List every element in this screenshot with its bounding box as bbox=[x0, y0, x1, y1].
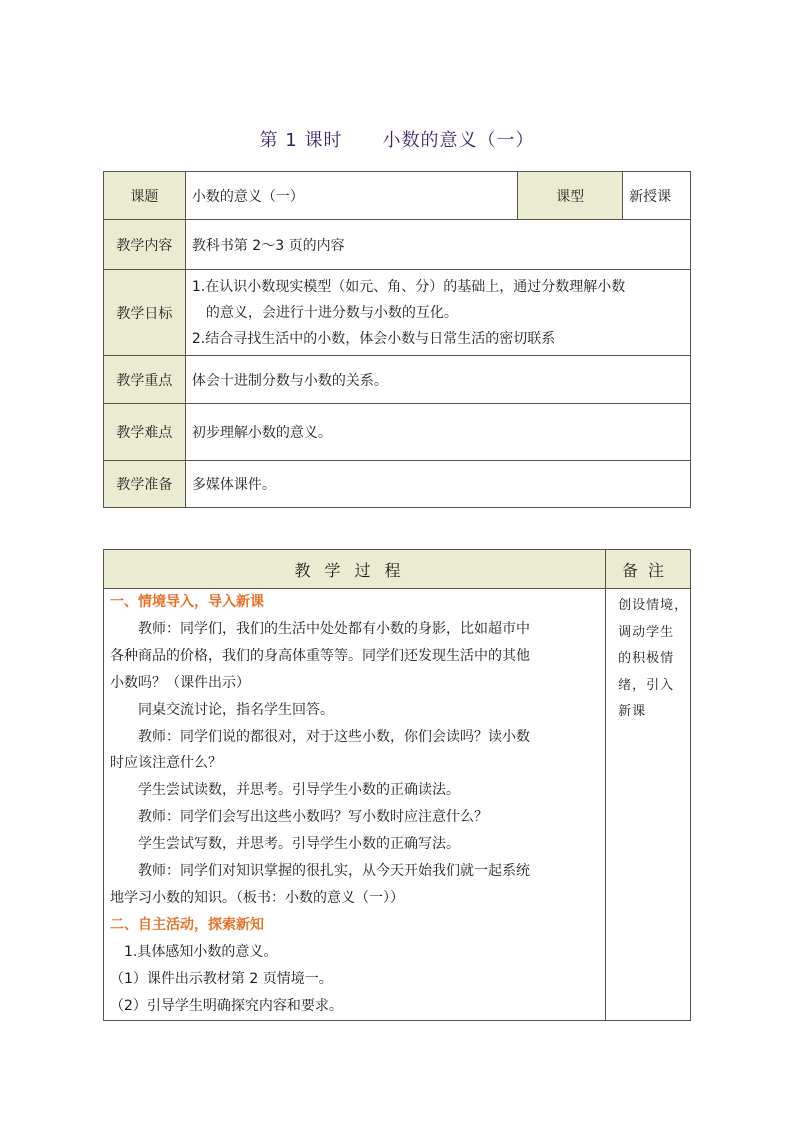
content-value: 教科书第 2～3 页的内容 bbox=[185, 220, 690, 270]
paragraph-line: 教师：同学们对知识掌握的很扎实，从今天开始我们就一起系统 bbox=[138, 863, 530, 880]
goal-line-3: 2.结合寻找生活中的小数，体会小数与日常生活的密切联系 bbox=[191, 330, 556, 347]
paragraph-line: 各种商品的价格，我们的身高体重等等。同学们还发现生活中的其他 bbox=[110, 647, 530, 664]
content-label: 教学内容 bbox=[104, 220, 186, 270]
lesson-number: 第 1 课时 bbox=[259, 130, 343, 151]
info-row-prep bbox=[104, 461, 691, 508]
key-label: 教学重点 bbox=[104, 356, 186, 404]
teaching-process-table bbox=[103, 549, 691, 1021]
note-line: 绪，引入 bbox=[618, 677, 675, 693]
paragraph-line: 学生尝试写数，并思考。引导学生小数的正确写法。 bbox=[138, 836, 460, 853]
prep-value: 多媒体课件。 bbox=[185, 461, 690, 508]
process-content bbox=[104, 589, 606, 1021]
step-line: （2）引导学生明确探究内容和要求。 bbox=[110, 997, 343, 1014]
difficulty-value: 初步理解小数的意义。 bbox=[185, 404, 690, 461]
type-value: 新授课 bbox=[623, 172, 691, 220]
goal-line-2: 的意义，会进行十进分数与小数的互化。 bbox=[205, 304, 458, 321]
info-row-goal bbox=[104, 270, 691, 356]
step-line: （1）课件出示教材第 2 页情境一。 bbox=[110, 970, 333, 987]
paragraph-line: 地学习小数的知识。（板书：小数的意义（一）） bbox=[110, 889, 404, 906]
difficulty-label: 教学难点 bbox=[104, 404, 186, 461]
step-line: 1.具体感知小数的意义。 bbox=[124, 943, 278, 960]
paragraph-line: 时应该注意什么？ bbox=[110, 755, 222, 772]
notes-content bbox=[606, 589, 691, 1021]
lesson-title bbox=[0, 126, 794, 152]
lesson-info-table bbox=[103, 171, 691, 508]
topic-label: 课题 bbox=[104, 172, 186, 220]
process-body-row bbox=[104, 589, 691, 1021]
section-heading-1: 一、情境导入，导入新课 bbox=[110, 594, 264, 610]
type-label: 课型 bbox=[518, 172, 623, 220]
goal-label: 教学日标 bbox=[104, 270, 186, 356]
note-line: 创设情境， bbox=[618, 598, 689, 613]
process-header: 教学过程 bbox=[104, 550, 606, 589]
paragraph-line: 教师：同学们会写出这些小数吗？写小数时应注意什么？ bbox=[138, 809, 488, 826]
goal-line-1: 1.在认识小数现实模型（如元、角、分）的基础上，通过分数理解小数 bbox=[191, 278, 626, 295]
paragraph-line: 小数吗？（课件出示） bbox=[110, 674, 250, 691]
paragraph-line: 学生尝试读数，并思考。引导学生小数的正确读法。 bbox=[138, 782, 460, 799]
paragraph-line: 同桌交流讨论，指名学生回答。 bbox=[138, 701, 334, 718]
process-header-row bbox=[104, 550, 691, 589]
notes-header: 备注 bbox=[606, 550, 691, 589]
info-row-difficulty bbox=[104, 404, 691, 461]
lesson-name: 小数的意义（一） bbox=[382, 130, 535, 151]
note-line: 的积极情 bbox=[618, 651, 675, 667]
goal-value bbox=[185, 270, 690, 356]
topic-value: 小数的意义（一） bbox=[185, 172, 517, 220]
key-value: 体会十进制分数与小数的关系。 bbox=[185, 356, 690, 404]
section-heading-2: 二、自主活动，探索新知 bbox=[110, 916, 264, 933]
info-row-topic bbox=[104, 172, 691, 220]
info-row-key bbox=[104, 356, 691, 404]
note-line: 新课 bbox=[618, 704, 647, 720]
paragraph-line: 教师：同学们，我们的生活中处处都有小数的身影，比如超市中 bbox=[138, 620, 530, 637]
prep-label: 教学准备 bbox=[104, 461, 186, 508]
paragraph-line: 教师：同学们说的都很对，对于这些小数，你们会读吗？读小数 bbox=[138, 728, 530, 745]
note-line: 调动学生 bbox=[618, 624, 675, 640]
info-row-content bbox=[104, 220, 691, 270]
